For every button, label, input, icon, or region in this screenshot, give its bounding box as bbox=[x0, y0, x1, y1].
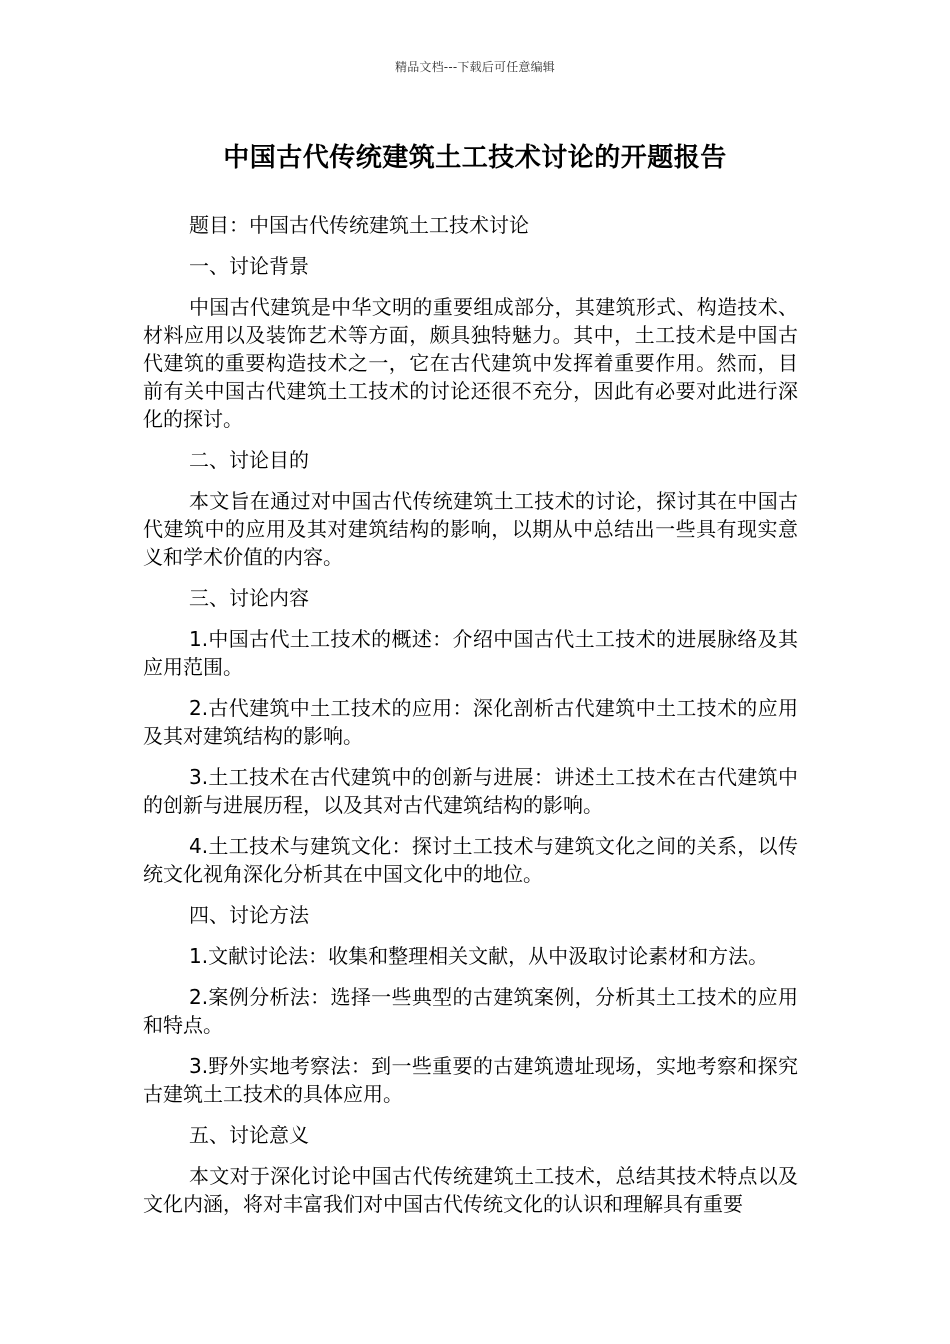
content-item-3: 3.土工技术在古代建筑中的创新与进展：讲述土工技术在古代建筑中的创新与进展历程，以及其对古代建筑结构的影响。 bbox=[143, 765, 798, 817]
section-heading-significance: 五、讨论意义 bbox=[189, 1123, 309, 1147]
content-item-4: 4.土工技术与建筑文化：探讨土工技术与建筑文化之间的关系，以传统文化视角深化分析其在中国文化中的地位。 bbox=[143, 834, 798, 886]
section-heading-background: 一、讨论背景 bbox=[189, 254, 309, 278]
document-title: 中国古代传统建筑土工技术讨论的开题报告 bbox=[223, 143, 727, 173]
method-item-1: 1.文献讨论法：收集和整理相关文献，从中汲取讨论素材和方法。 bbox=[189, 944, 769, 968]
content-item-1: 1.中国古代土工技术的概述：介绍中国古代土工技术的进展脉络及其应用范围。 bbox=[143, 627, 798, 679]
method-item-2: 2.案例分析法：选择一些典型的古建筑案例，分析其土工技术的应用和特点。 bbox=[143, 985, 798, 1037]
paragraph-purpose: 本文旨在通过对中国古代传统建筑土工技术的讨论，探讨其在中国古代建筑中的应用及其对建筑结构的影响，以期从中总结出一些具有现实意义和学术价值的内容。 bbox=[143, 489, 798, 569]
header-note: 精品文档---下载后可任意编辑 bbox=[395, 60, 555, 74]
section-heading-purpose: 二、讨论目的 bbox=[189, 448, 309, 472]
paragraph-background: 中国古代建筑是中华文明的重要组成部分，其建筑形式、构造技术、材料应用以及装饰艺术等方面，颇具独特魅力。其中，土工技术是中国古代建筑的重要构造技术之一，它在古代建筑中发挥着重要作用。然而，目前有关中国古代建筑土工技术的讨论还很不充分，因此有必要对此进行深化的探讨。 bbox=[143, 295, 798, 431]
paragraph-significance: 本文对于深化讨论中国古代传统建筑土工技术，总结其技术特点以及文化内涵，将对丰富我们对中国古代传统文化的认识和理解具有重要 bbox=[143, 1164, 798, 1216]
topic-line: 题目：中国古代传统建筑土工技术讨论 bbox=[189, 213, 529, 237]
content-item-2: 2.古代建筑中土工技术的应用：深化剖析古代建筑中土工技术的应用及其对建筑结构的影响。 bbox=[143, 696, 798, 748]
method-item-3: 3.野外实地考察法：到一些重要的古建筑遗址现场，实地考察和探究古建筑土工技术的具体应用。 bbox=[143, 1054, 798, 1106]
section-heading-method: 四、讨论方法 bbox=[189, 903, 309, 927]
document-body bbox=[143, 211, 798, 1231]
section-heading-content: 三、讨论内容 bbox=[189, 586, 309, 610]
